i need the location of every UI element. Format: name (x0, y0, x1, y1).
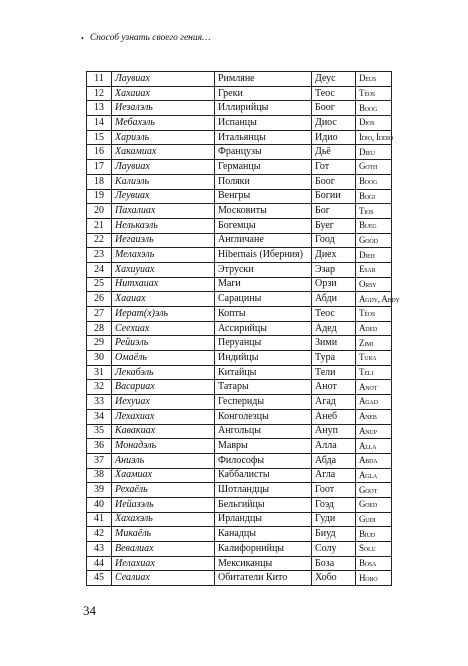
latin-name-cell: Gudi (356, 512, 392, 527)
people-cell: Татары (215, 380, 312, 395)
latin-name-cell: Agla (356, 468, 392, 483)
angel-name-cell: Хааиах (112, 292, 215, 307)
row-number-cell: 19 (87, 189, 112, 204)
angel-name-cell: Сеехиах (112, 321, 215, 336)
people-cell: Геспериды (215, 395, 312, 410)
table-row (87, 571, 392, 586)
angels-table-body (87, 72, 400, 586)
table-row (87, 145, 392, 160)
people-cell: Богемцы (215, 218, 312, 233)
table-row (87, 116, 392, 131)
angel-name-cell: Иелахиах (112, 556, 215, 571)
god-name-cell: Анеб (312, 409, 356, 424)
people-cell: Испанцы (215, 116, 312, 131)
people-cell: Мавры (215, 439, 312, 454)
latin-name-cell: Goot (356, 483, 392, 498)
latin-name-cell: Good (356, 233, 392, 248)
people-cell: Мексиканцы (215, 556, 312, 571)
people-cell: Римляне (215, 72, 312, 87)
latin-name-cell: Goed (356, 497, 392, 512)
people-cell: Каббалисты (215, 468, 312, 483)
god-name-cell: Теос (312, 86, 356, 101)
latin-name-cell: Téos (356, 307, 392, 322)
angel-name-cell: Аниэль (112, 453, 215, 468)
latin-name-cell: Orsy (356, 277, 392, 292)
people-cell: Канадцы (215, 527, 312, 542)
latin-name-cell: Aneb (356, 409, 392, 424)
god-name-cell: Солу (312, 542, 356, 557)
god-name-cell: Буег (312, 218, 356, 233)
row-number-cell: 20 (87, 204, 112, 219)
table-row (87, 497, 392, 512)
god-name-cell: Ануп (312, 424, 356, 439)
people-cell: Обитатели Кито (215, 571, 312, 586)
latin-name-cell: Bosa (356, 556, 392, 571)
latin-name-cell: Biud (356, 527, 392, 542)
table-row (87, 130, 392, 145)
people-cell: Германцы (215, 160, 312, 175)
row-number-cell: 15 (87, 130, 112, 145)
table-row (87, 72, 392, 87)
row-number-cell: 44 (87, 556, 112, 571)
god-name-cell: Бог (312, 204, 356, 219)
latin-name-cell: Idio, Iddio (356, 130, 392, 145)
table-row (87, 409, 392, 424)
table-row (87, 365, 392, 380)
row-number-cell: 28 (87, 321, 112, 336)
people-cell: Ассирийцы (215, 321, 312, 336)
latin-name-cell: Alla (356, 439, 392, 454)
bullet-icon: • (81, 33, 84, 43)
latin-name-cell: Anup (356, 424, 392, 439)
angel-name-cell: Мебахэль (112, 116, 215, 131)
god-name-cell: Гоод (312, 233, 356, 248)
row-number-cell: 21 (87, 218, 112, 233)
angel-name-cell: Рейиэль (112, 336, 215, 351)
god-name-cell: Деус (312, 72, 356, 87)
row-number-cell: 41 (87, 512, 112, 527)
god-name-cell: Адед (312, 321, 356, 336)
angel-name-cell: Леувиах (112, 189, 215, 204)
latin-name-cell: Dios (356, 116, 392, 131)
table-row (87, 174, 392, 189)
angel-name-cell: Лехахиах (112, 409, 215, 424)
god-name-cell: Теос (312, 307, 356, 322)
people-cell: Англичане (215, 233, 312, 248)
angel-name-cell: Васариах (112, 380, 215, 395)
god-name-cell: Анот (312, 380, 356, 395)
row-number-cell: 14 (87, 116, 112, 131)
people-cell: Бельгийцы (215, 497, 312, 512)
angel-name-cell: Лекабэль (112, 365, 215, 380)
god-name-cell: Богии (312, 189, 356, 204)
table-row (87, 233, 392, 248)
row-number-cell: 23 (87, 248, 112, 263)
table-row (87, 204, 392, 219)
latin-name-cell: Goth (356, 160, 392, 175)
god-name-cell: Агла (312, 468, 356, 483)
table-row (87, 468, 392, 483)
angel-name-cell: Хахаиах (112, 86, 215, 101)
god-name-cell: Диех (312, 248, 356, 263)
people-cell: Поляки (215, 174, 312, 189)
row-number-cell: 40 (87, 497, 112, 512)
latin-name-cell: Aded (356, 321, 392, 336)
table-row (87, 292, 392, 307)
row-number-cell: 24 (87, 262, 112, 277)
latin-name-cell: Anot (356, 380, 392, 395)
people-cell: Калифорнийцы (215, 542, 312, 557)
table-row (87, 189, 392, 204)
latin-name-cell: Dieu (356, 145, 392, 160)
people-cell: Перуанцы (215, 336, 312, 351)
table-row (87, 248, 392, 263)
god-name-cell: Дьё (312, 145, 356, 160)
angel-name-cell: Нитхаиах (112, 277, 215, 292)
people-cell: Сарацины (215, 292, 312, 307)
angel-name-cell: Иерат(х)эль (112, 307, 215, 322)
angel-name-cell: Вевалиах (112, 542, 215, 557)
latin-name-cell: Boog (356, 174, 392, 189)
angels-table (86, 71, 400, 586)
people-cell: Венгры (215, 189, 312, 204)
people-cell: Этруски (215, 262, 312, 277)
angel-name-cell: Монадэль (112, 439, 215, 454)
row-number-cell: 34 (87, 409, 112, 424)
people-cell: Иллирийцы (215, 101, 312, 116)
god-name-cell: Тели (312, 365, 356, 380)
angel-name-cell: Мелахэль (112, 248, 215, 263)
latin-name-cell: Teli (356, 365, 392, 380)
latin-name-cell: Agad (356, 395, 392, 410)
row-number-cell: 32 (87, 380, 112, 395)
angel-name-cell: Нелькаэль (112, 218, 215, 233)
latin-name-cell: Téos (356, 86, 392, 101)
table-row (87, 483, 392, 498)
god-name-cell: Гоэд (312, 497, 356, 512)
latin-name-cell: Dieh (356, 248, 392, 263)
table-row (87, 321, 392, 336)
people-cell: Московиты (215, 204, 312, 219)
latin-name-cell: Agdy, Abdy (356, 292, 392, 307)
god-name-cell: Эзар (312, 262, 356, 277)
angel-name-cell: Хариэль (112, 130, 215, 145)
row-number-cell: 38 (87, 468, 112, 483)
angel-name-cell: Сеалиах (112, 571, 215, 586)
row-number-cell: 45 (87, 571, 112, 586)
row-number-cell: 22 (87, 233, 112, 248)
latin-name-cell: Bogi (356, 189, 392, 204)
people-cell: Шотландцы (215, 483, 312, 498)
table-row (87, 262, 392, 277)
god-name-cell: Боог (312, 101, 356, 116)
table-row (87, 86, 392, 101)
table-row (87, 439, 392, 454)
row-number-cell: 39 (87, 483, 112, 498)
row-number-cell: 36 (87, 439, 112, 454)
latin-name-cell: Hobo (356, 571, 392, 586)
table-row (87, 277, 392, 292)
people-cell: Философы (215, 453, 312, 468)
row-number-cell: 27 (87, 307, 112, 322)
angel-name-cell: Хахиуиах (112, 262, 215, 277)
god-name-cell: Идио (312, 130, 356, 145)
row-number-cell: 31 (87, 365, 112, 380)
god-name-cell: Гоот (312, 483, 356, 498)
table-row (87, 101, 392, 116)
people-cell: Индийцы (215, 351, 312, 366)
people-cell: Ирландцы (215, 512, 312, 527)
god-name-cell: Боза (312, 556, 356, 571)
table-row (87, 512, 392, 527)
latin-name-cell: Tura (356, 351, 392, 366)
angel-name-cell: Лаувиах (112, 160, 215, 175)
angel-name-cell: Пахалиах (112, 204, 215, 219)
table-row (87, 380, 392, 395)
table-row (87, 453, 392, 468)
running-header-title: Способ узнать своего гения… (89, 33, 211, 43)
angel-name-cell: Микаёль (112, 527, 215, 542)
people-cell: Китайцы (215, 365, 312, 380)
people-cell: Маги (215, 277, 312, 292)
god-name-cell: Орзи (312, 277, 356, 292)
table-row (87, 542, 392, 557)
god-name-cell: Гуди (312, 512, 356, 527)
god-name-cell: Боог (312, 174, 356, 189)
table-row (87, 527, 392, 542)
row-number-cell: 25 (87, 277, 112, 292)
latin-name-cell: Solu (356, 542, 392, 557)
god-name-cell: Хобо (312, 571, 356, 586)
table-row (87, 160, 392, 175)
table-row (87, 424, 392, 439)
angel-name-cell: Хахахэль (112, 512, 215, 527)
angel-name-cell: Кавакиах (112, 424, 215, 439)
people-cell: Ангольцы (215, 424, 312, 439)
god-name-cell: Биуд (312, 527, 356, 542)
angel-name-cell: Хакамиах (112, 145, 215, 160)
table-row (87, 395, 392, 410)
god-name-cell: Абда (312, 453, 356, 468)
god-name-cell: Алла (312, 439, 356, 454)
angel-name-cell: Иегаиэль (112, 233, 215, 248)
god-name-cell: Абди (312, 292, 356, 307)
god-name-cell: Диос (312, 116, 356, 131)
row-number-cell: 12 (87, 86, 112, 101)
people-cell: Итальянцы (215, 130, 312, 145)
table-row (87, 351, 392, 366)
row-number-cell: 26 (87, 292, 112, 307)
row-number-cell: 33 (87, 395, 112, 410)
angel-name-cell: Омаёль (112, 351, 215, 366)
people-cell: Французы (215, 145, 312, 160)
table-row (87, 336, 392, 351)
people-cell: Греки (215, 86, 312, 101)
row-number-cell: 43 (87, 542, 112, 557)
angel-name-cell: Иейазэль (112, 497, 215, 512)
angel-name-cell: Рехаёль (112, 483, 215, 498)
people-cell: Hibernais (Иберния) (215, 248, 312, 263)
angel-name-cell: Калиэль (112, 174, 215, 189)
row-number-cell: 29 (87, 336, 112, 351)
people-cell: Копты (215, 307, 312, 322)
row-number-cell: 37 (87, 453, 112, 468)
row-number-cell: 35 (87, 424, 112, 439)
row-number-cell: 17 (87, 160, 112, 175)
angel-name-cell: Хаамиах (112, 468, 215, 483)
latin-name-cell: Zimi (356, 336, 392, 351)
table-row (87, 218, 392, 233)
god-name-cell: Зими (312, 336, 356, 351)
god-name-cell: Агад (312, 395, 356, 410)
row-number-cell: 13 (87, 101, 112, 116)
latin-name-cell: Bueg (356, 218, 392, 233)
table-row (87, 556, 392, 571)
row-number-cell: 30 (87, 351, 112, 366)
row-number-cell: 42 (87, 527, 112, 542)
row-number-cell: 16 (87, 145, 112, 160)
running-header (81, 33, 211, 43)
people-cell: Конголезцы (215, 409, 312, 424)
table-row (87, 307, 392, 322)
angel-name-cell: Лаувиах (112, 72, 215, 87)
god-name-cell: Тура (312, 351, 356, 366)
latin-name-cell: Deus (356, 72, 392, 87)
angel-name-cell: Иезалэль (112, 101, 215, 116)
latin-name-cell: Boog (356, 101, 392, 116)
row-number-cell: 18 (87, 174, 112, 189)
latin-name-cell: Esar (356, 262, 392, 277)
latin-name-cell: Abda (356, 453, 392, 468)
row-number-cell: 11 (87, 72, 112, 87)
latin-name-cell: Tios (356, 204, 392, 219)
page-number: 34 (83, 603, 96, 618)
angel-name-cell: Иехуиах (112, 395, 215, 410)
god-name-cell: Гот (312, 160, 356, 175)
